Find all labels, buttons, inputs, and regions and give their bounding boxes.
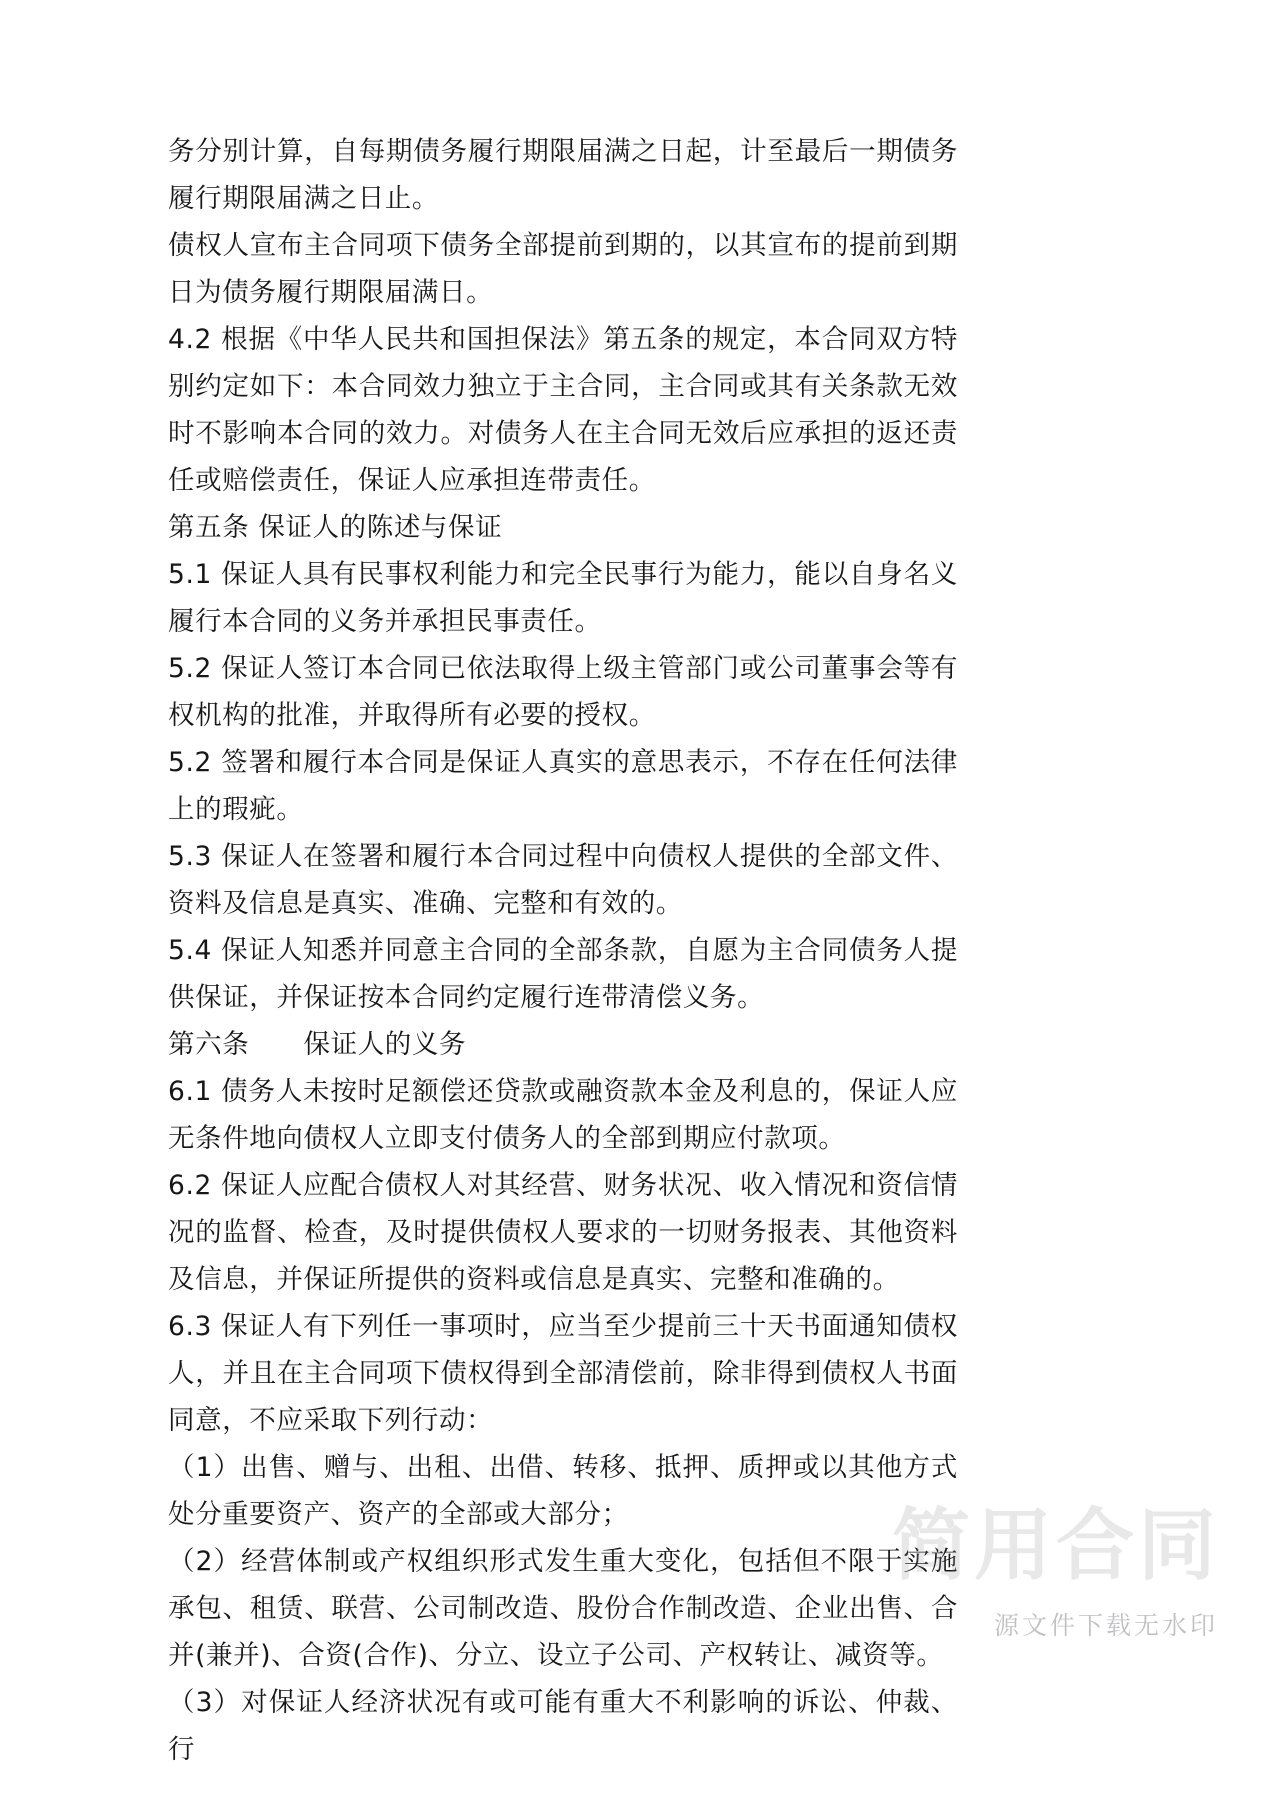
paragraph: 4.2 根据《中华人民共和国担保法》第五条的规定，本合同双方特别约定如下：本合同效力独立于主合同，主合同或其有关条款无效时不影响本合同的效力。对债务人在主合同无效后应承担的返还责任或赔偿责任，保证人应承担连带责任。: [168, 324, 958, 496]
paragraph: 5.1 保证人具有民事权利能力和完全民事行为能力，能以自身名义履行本合同的义务并承担民事责任。: [168, 559, 958, 637]
paragraph: 5.3 保证人在签署和履行本合同过程中向债权人提供的全部文件、资料及信息是真实、准确、完整和有效的。: [168, 841, 958, 919]
section-heading-article-six: 第六条 保证人的义务: [168, 1029, 467, 1060]
paragraph: 5.2 签署和履行本合同是保证人真实的意思表示，不存在任何法律上的瑕疵。: [168, 747, 958, 825]
paragraph: 债权人宣布主合同项下债务全部提前到期的，以其宣布的提前到期日为债务履行期限届满日。: [168, 230, 958, 308]
list-item: （1）出售、赠与、出租、出借、转移、抵押、质押或以其他方式处分重要资产、资产的全部或大部分；: [168, 1452, 958, 1530]
paragraph: 6.3 保证人有下列任一事项时，应当至少提前三十天书面通知债权人，并且在主合同项下债权得到全部清偿前，除非得到债权人书面同意，不应采取下列行动：: [168, 1311, 958, 1436]
section-heading-article-five: 第五条 保证人的陈述与保证: [168, 512, 503, 543]
watermark-brand: 简用合同: [891, 1501, 1220, 1591]
watermark-subtitle: 源文件下载无水印: [993, 1611, 1218, 1640]
paragraph: 5.4 保证人知悉并同意主合同的全部条款，自愿为主合同债务人提供保证，并保证按本合同约定履行连带清偿义务。: [168, 935, 958, 1013]
paragraph: 6.2 保证人应配合债权人对其经营、财务状况、收入情况和资信情况的监督、检查，及时提供债权人要求的一切财务报表、其他资料及信息，并保证所提供的资料或信息是真实、完整和准确的。: [168, 1170, 958, 1295]
paragraph: 6.1 债务人未按时足额偿还贷款或融资款本金及利息的，保证人应无条件地向债权人立即支付债务人的全部到期应付款项。: [168, 1076, 958, 1154]
list-item: （3）对保证人经济状况有或可能有重大不利影响的诉讼、仲裁、行: [168, 1687, 958, 1765]
list-item: （2）经营体制或产权组织形式发生重大变化，包括但不限于实施承包、租赁、联营、公司制改造、股份合作制改造、企业出售、合并(兼并)、合资(合作)、分立、设立子公司、产权转让、减资等。: [168, 1546, 958, 1671]
paragraph: 5.2 保证人签订本合同已依法取得上级主管部门或公司董事会等有权机构的批准，并取得所有必要的授权。: [168, 653, 958, 731]
paragraph: 务分别计算，自每期债务履行期限届满之日起，计至最后一期债务履行期限届满之日止。: [168, 136, 958, 214]
document-body: [168, 128, 958, 1773]
